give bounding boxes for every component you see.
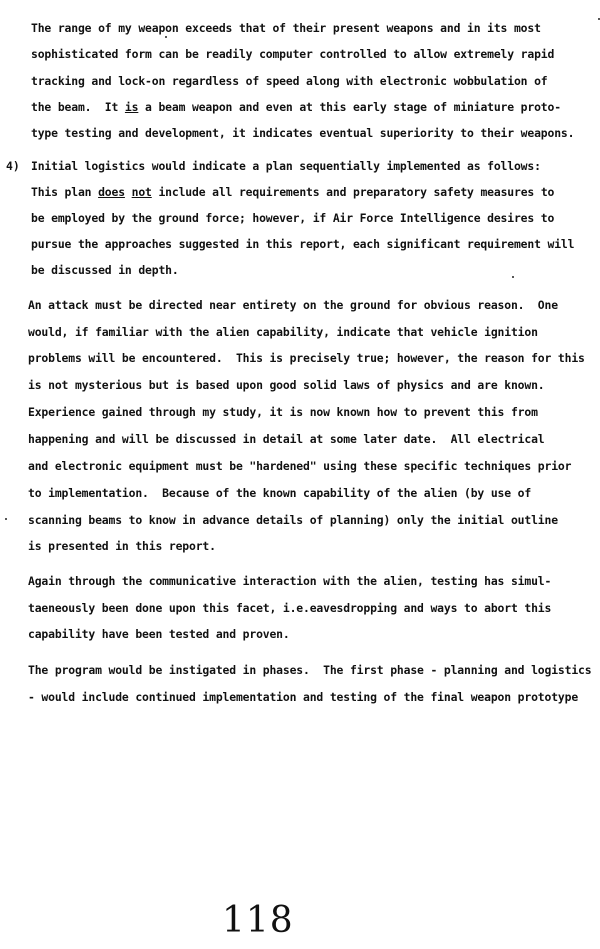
- text-segment: [125, 185, 132, 199]
- text-line: The range of my weapon exceeds that of their present weapons and in its most: [31, 21, 541, 35]
- text-segment: the beam. It: [31, 100, 125, 114]
- text-line: problems will be encountered. This is precisely true; however, the reason for this: [28, 351, 585, 365]
- text-line: Experience gained through my study, it is now known how to prevent this from: [28, 405, 538, 419]
- underlined-word: does: [98, 185, 125, 199]
- text-segment: include all requirements and preparatory safety measures to: [151, 185, 555, 199]
- scan-speck: [165, 36, 167, 38]
- underlined-word: not: [131, 185, 152, 199]
- text-line: scanning beams to know in advance details of planning) only the initial outline: [28, 513, 558, 527]
- text-segment: a beam weapon and even at this early stage of miniature proto-: [138, 100, 561, 114]
- text-line: happening and will be discussed in detail at some later date. All electrical: [28, 432, 545, 446]
- text-line: capability have been tested and proven.: [28, 627, 290, 641]
- text-line: Again through the communicative interaction with the alien, testing has simul-: [28, 574, 552, 588]
- text-line: is not mysterious but is based upon good solid laws of physics and are known.: [28, 378, 545, 392]
- page-number: 118: [222, 900, 294, 941]
- text-line: taeneously been done upon this facet, i.e.eavesdropping and ways to abort this: [28, 601, 552, 615]
- text-line: tracking and lock-on regardless of speed along with electronic wobbulation of: [31, 74, 548, 88]
- text-line: The program would be instigated in phases. The first phase - planning and logistics: [28, 663, 592, 677]
- text-line: [31, 100, 561, 114]
- text-line: and electronic equipment must be "hardened" using these specific techniques prior: [28, 459, 572, 473]
- text-line: An attack must be directed near entirety on the ground for obvious reason. One: [28, 298, 558, 312]
- text-line: would, if familiar with the alien capability, indicate that vehicle ignition: [28, 325, 538, 339]
- scan-speck: [5, 518, 7, 520]
- text-line: sophisticated form can be readily computer controlled to allow extremely rapid: [31, 47, 555, 61]
- text-line: pursue the approaches suggested in this report, each significant requirement will: [31, 237, 575, 251]
- scan-speck: [512, 276, 514, 278]
- item-marker: 4): [6, 159, 20, 173]
- text-segment: This plan: [31, 185, 99, 199]
- text-line: - would include continued implementation and testing of the final weapon prototype: [28, 690, 579, 704]
- text-line: [31, 185, 554, 199]
- text-line: to implementation. Because of the known capability of the alien (by use of: [28, 486, 532, 500]
- text-line: is presented in this report.: [28, 539, 216, 553]
- text-line: be employed by the ground force; however, if Air Force Intelligence desires to: [31, 211, 555, 225]
- text-line: type testing and development, it indicates eventual superiority to their weapons.: [31, 126, 575, 140]
- underlined-word: is: [124, 100, 139, 114]
- text-line: Initial logistics would indicate a plan sequentially implemented as follows:: [31, 159, 541, 173]
- text-line: be discussed in depth.: [31, 263, 179, 277]
